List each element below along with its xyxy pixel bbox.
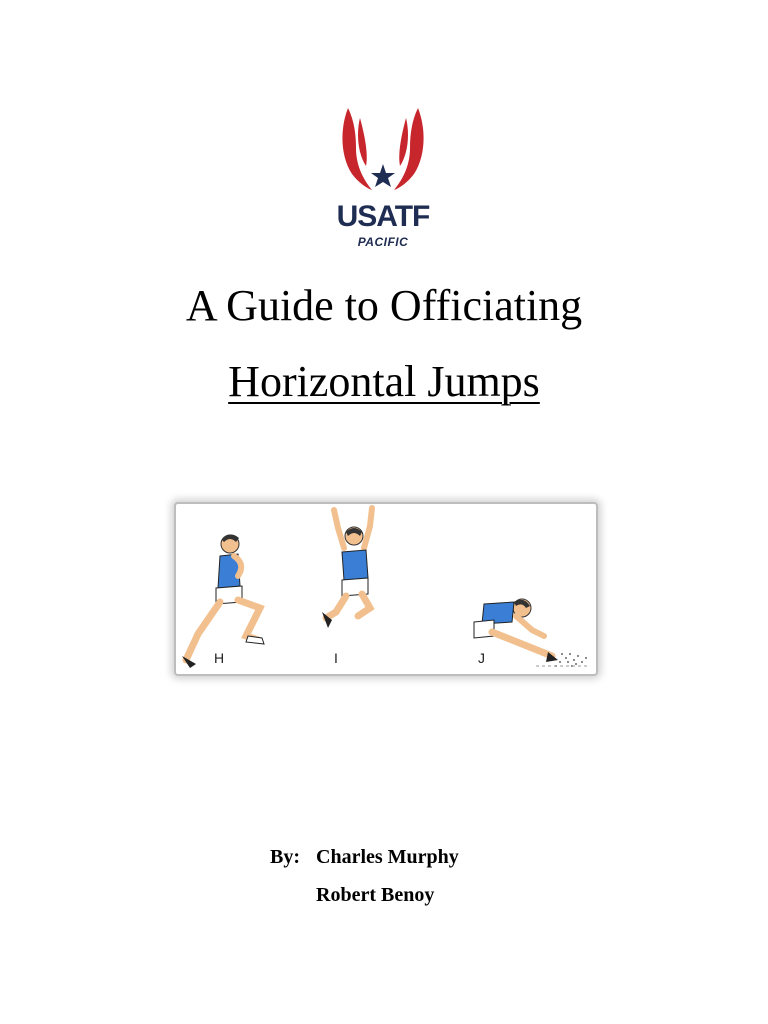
- logo-subtitle: PACIFIC: [357, 235, 409, 249]
- by-label: By:: [270, 846, 300, 868]
- title-line-2: [0, 356, 768, 408]
- jumper-j-figure: [474, 599, 588, 667]
- label-j: J: [478, 650, 485, 666]
- author-name: Charles Murphy: [316, 846, 459, 868]
- title-line-1: A Guide to Officiating: [185, 281, 583, 330]
- jumper-h-figure: [182, 534, 264, 668]
- author-name: Robert Benoy: [316, 884, 435, 906]
- label-i: I: [334, 650, 338, 666]
- title-line-2-text: Horizontal Jumps: [228, 357, 540, 406]
- star-icon: [371, 164, 395, 187]
- long-jump-illustration: [174, 502, 598, 676]
- jumper-i-figure: [322, 508, 372, 628]
- usatf-pacific-logo: [326, 104, 440, 256]
- label-h: H: [214, 650, 225, 666]
- long-jump-sequence-illustration-icon: [176, 504, 596, 674]
- logo-wordmark: USATF: [336, 200, 430, 233]
- usatf-wings-star-logo-icon: [326, 104, 440, 204]
